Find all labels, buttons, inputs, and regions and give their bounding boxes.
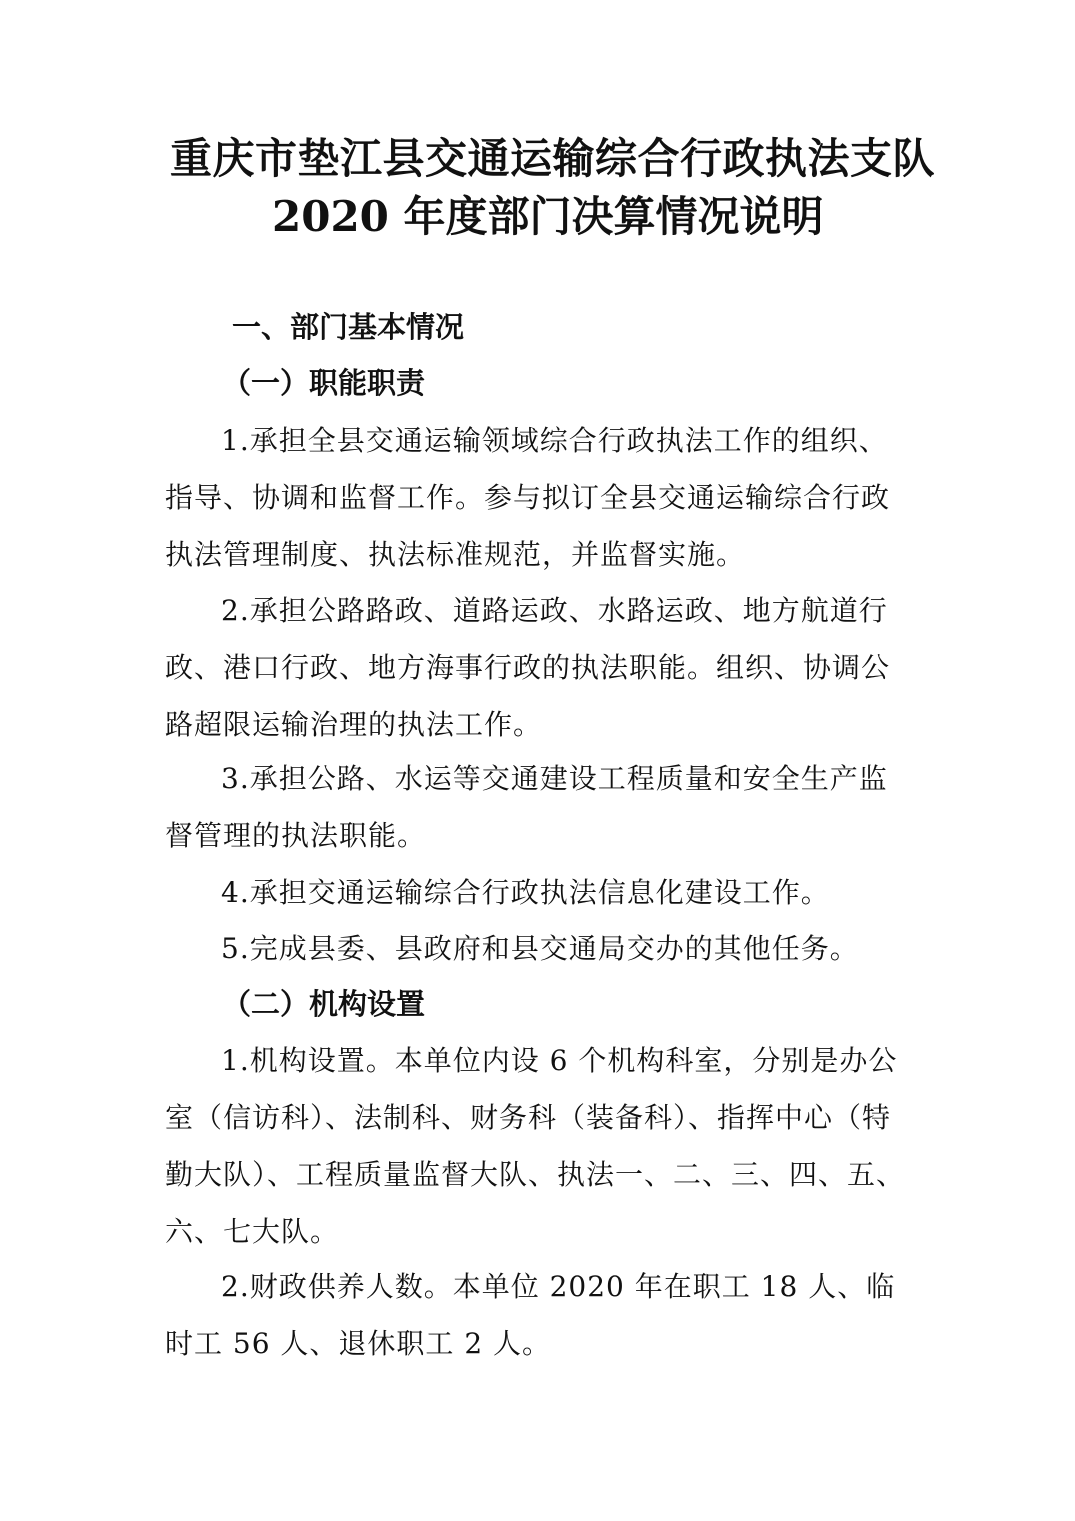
paragraph-function-5: 5.完成县委、县政府和县交通局交办的其他任务。 [221, 932, 859, 965]
document-title-line2: 2020 年度部门决算情况说明 [272, 192, 824, 241]
section-heading: 一、部门基本情况 [232, 310, 465, 344]
paragraph-organization-1: 1.机构设置。本单位内设 6 个机构科室，分别是办公室（信访科）、法制科、财务科（装备科）、指挥中心（特勤大队）、工程质量监督大队、执法一、二、三、四、五、六、七大队。 [165, 1044, 906, 1248]
paragraph-organization-2: 2.财政供养人数。本单位 2020 年在职工 18 人、临时工 56 人、退休职工 2 人。 [165, 1270, 896, 1360]
subsection-heading-organization: （二）机构设置 [222, 987, 426, 1021]
subsection-heading-functions: （一）职能职责 [222, 366, 426, 400]
paragraph-function-1: 1.承担全县交通运输领域综合行政执法工作的组织、指导、协调和监督工作。参与拟订全县交通运输综合行政执法管理制度、执法标准规范，并监督实施。 [165, 424, 891, 571]
document-title-line1: 重庆市垫江县交通运输综合行政执法支队 [170, 134, 936, 183]
paragraph-function-3: 3.承担公路、水运等交通建设工程质量和安全生产监督管理的执法职能。 [165, 762, 888, 852]
paragraph-function-2: 2.承担公路路政、道路运政、水路运政、地方航道行政、港口行政、地方海事行政的执法职能。组织、协调公路超限运输治理的执法工作。 [165, 594, 891, 741]
paragraph-function-4: 4.承担交通运输综合行政执法信息化建设工作。 [221, 876, 830, 909]
